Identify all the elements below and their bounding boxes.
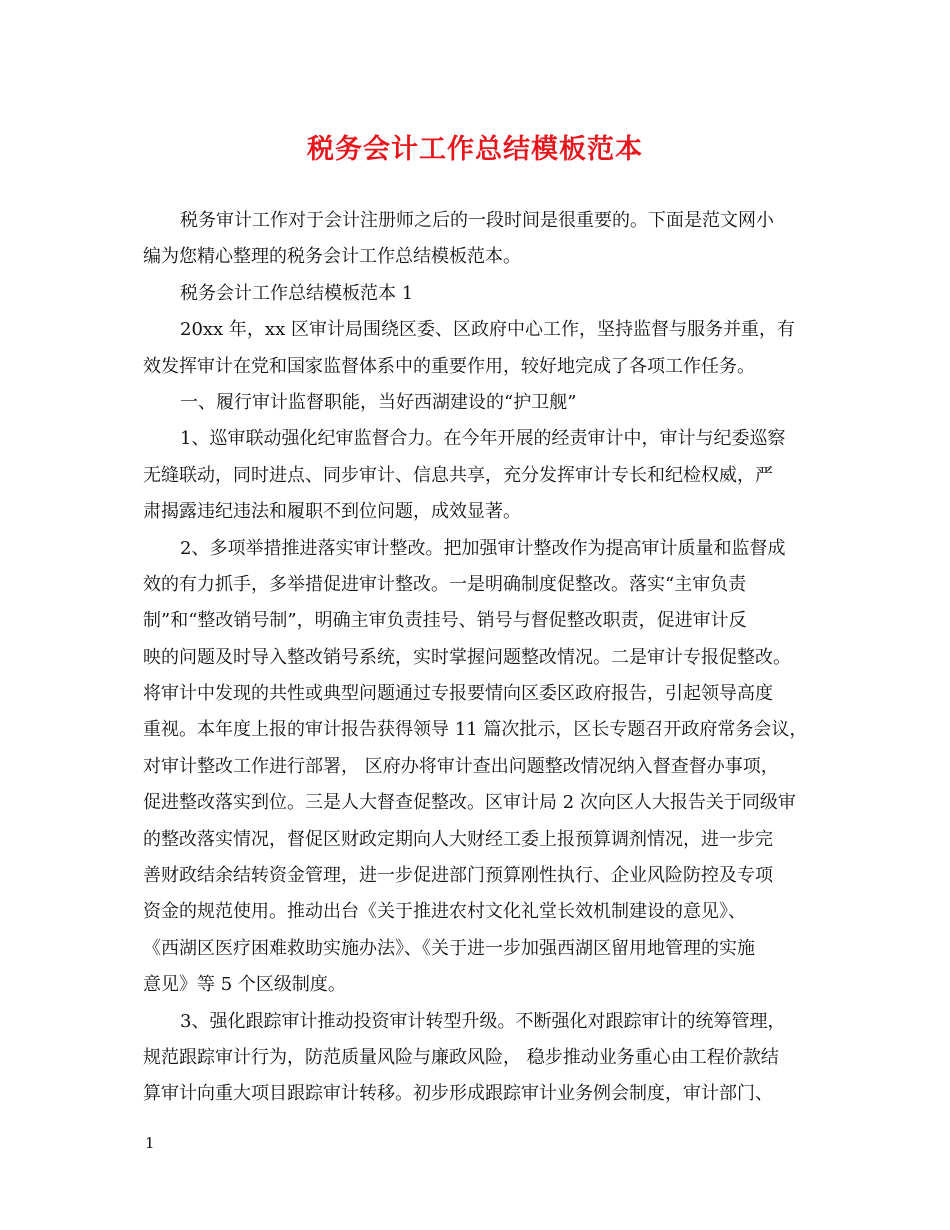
text-line: 规范跟踪审计行为，防范质量风险与廉政风险， 稳步推动业务重心由工程价款结 bbox=[143, 1046, 779, 1068]
text-line: 编为您精心整理的税务会计工作总结模板范本。 bbox=[143, 246, 521, 268]
text-line: 税务审计工作对于会计注册师之后的一段时间是很重要的。下面是范文网小 bbox=[180, 210, 774, 231]
text-line: 的整改落实情况，督促区财政定期向人大财经工委上报预算调剂情况，进一步完 bbox=[143, 828, 773, 850]
text-line: 制”和“整改销号制”，明确主审负责挂号、销号与督促整改职责，促进审计反 bbox=[143, 610, 747, 632]
text-line: 2、多项举措推进落实审计整改。把加强审计整改作为提高审计质量和监督成 bbox=[180, 537, 786, 559]
text-line: 映的问题及时导入整改销号系统，实时掌握问题整改情况。二是审计专报促整改。 bbox=[143, 646, 791, 668]
text-line: 重视。本年度上报的审计报告获得领导 11 篇次批示，区长专题召开政府常务会议， bbox=[143, 719, 808, 741]
text-line: 善财政结余结转资金管理，进一步促进部门预算刚性执行、企业风险防控及专项 bbox=[143, 865, 773, 887]
text-line: 一、履行审计监督职能，当好西湖建设的“护卫舰” bbox=[180, 391, 577, 413]
document-title: 税务会计工作总结模板范本 bbox=[307, 134, 643, 165]
text-line: 效的有力抓手，多举措促进审计整改。一是明确制度促整改。落实“主审负责 bbox=[143, 573, 747, 595]
text-line: 资金的规范使用。推动出台《关于推进农村文化礼堂长效机制建设的意见》、 bbox=[143, 901, 746, 923]
text-line: 将审计中发现的共性或典型问题通过专报要情向区委区政府报告，引起领导高度 bbox=[143, 683, 773, 705]
page-number: 1 bbox=[145, 1134, 155, 1152]
text-line: 1、巡审联动强化纪审监督合力。在今年开展的经责审计中，审计与纪委巡察 bbox=[180, 428, 786, 450]
text-line: 意见》等 5 个区级制度。 bbox=[143, 974, 346, 996]
text-line: 算审计向重大项目跟踪审计转移。初步形成跟踪审计业务例会制度，审计部门、 bbox=[143, 1083, 773, 1105]
text-line: 3、强化跟踪审计推动投资审计转型升级。不断强化对跟踪审计的统筹管理， bbox=[180, 1010, 786, 1032]
text-line: 效发挥审计在党和国家监督体系中的重要作用，较好地完成了各项工作任务。 bbox=[143, 355, 755, 377]
text-line: 税务会计工作总结模板范本 1 bbox=[180, 282, 414, 304]
text-line: 促进整改落实到位。三是人大督查促整改。区审计局 2 次向区人大报告关于同级审 bbox=[143, 792, 796, 814]
document-body bbox=[143, 203, 811, 1113]
text-line: 20xx 年，xx 区审计局围绕区委、区政府中心工作，坚持监督与服务并重，有 bbox=[180, 319, 795, 341]
text-line: 对审计整改工作进行部署， 区府办将审计查出问题整改情况纳入督查督办事项， bbox=[143, 755, 779, 777]
text-line: 肃揭露违纪违法和履职不到位问题，成效显著。 bbox=[143, 501, 521, 523]
text-line: 无缝联动，同时进点、同步审计、信息共享，充分发挥审计专长和纪检权威，严 bbox=[143, 464, 773, 486]
text-line: 《西湖区医疗困难救助实施办法》、《关于进一步加强西湖区留用地管理的实施 bbox=[143, 937, 755, 959]
